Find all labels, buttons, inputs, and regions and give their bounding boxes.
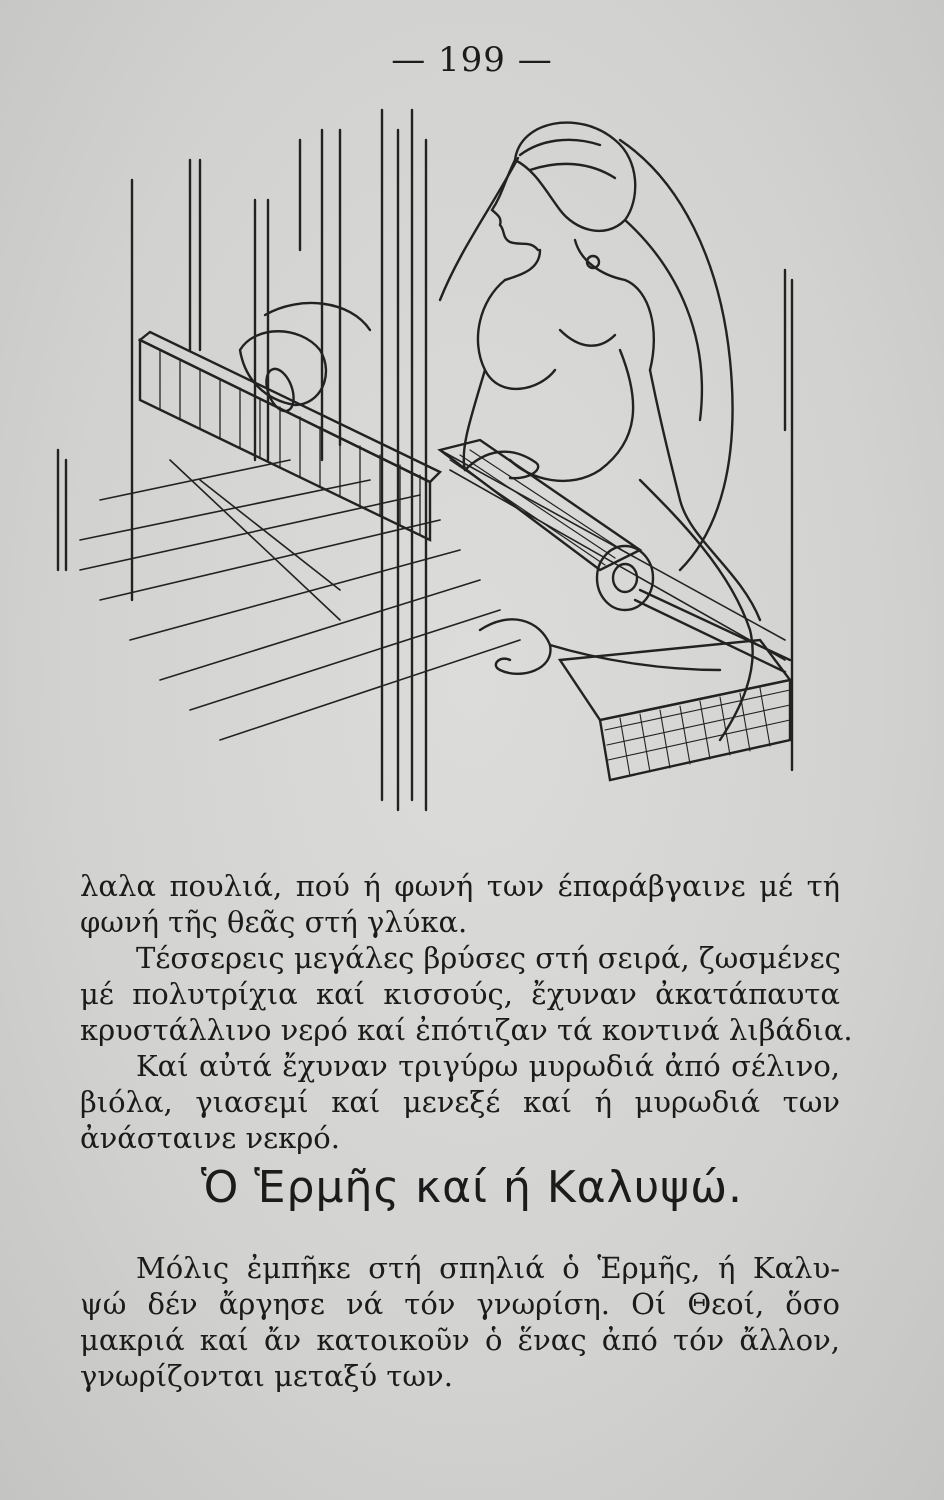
- text-line: Μόλις ἐμπῆκε στή σπηλιά ὁ Ἑρμῆς, ή Καλυ-: [136, 1251, 840, 1285]
- text-line: μέ πολυτρίχια καί κισσούς, ἔχυναν ἀκατάπαυτα: [80, 977, 840, 1011]
- woman-figure: [440, 123, 760, 740]
- paragraph-hermes: [80, 1250, 840, 1394]
- paragraph-continuation: [80, 868, 840, 940]
- loom-reed: [140, 332, 440, 540]
- page-number: — 199 —: [391, 40, 553, 80]
- paragraph-fountains: [80, 940, 853, 1048]
- stool: [560, 640, 790, 780]
- text-line: βιόλα, γιασεμί καί μενεξέ καί ή μυρωδιά των: [80, 1085, 840, 1119]
- text-line: Καί αὐτά ἔχυναν τριγύρω μυρωδιά ἀπό σέλινο,: [136, 1049, 840, 1083]
- cloth-roller: [440, 440, 790, 672]
- section-title: Ὁ Ἑρμῆς καί ή Καλυψώ.: [200, 1162, 744, 1213]
- text-line: Τέσσερεις μεγάλες βρύσες στή σειρά, ζωσμένες: [136, 941, 841, 975]
- text-line: γνωρίζονται μεταξύ των.: [80, 1359, 453, 1393]
- loom-frame: [58, 110, 792, 810]
- text-line: ψώ δέν ἄργησε νά τόν γνωρίση. Οί Θεοί, ὅσο: [80, 1287, 840, 1321]
- text-line: λαλα πουλιά, πού ή φωνή των έπαράβγαινε μέ τή: [80, 869, 840, 903]
- text-line: κρυστάλλινο νερό καί ἐπότιζαν τά κοντινά λιβάδια.: [80, 1013, 853, 1047]
- text-line: φωνή τῆς θεᾶς στή γλύκα.: [80, 905, 468, 939]
- paragraph-fragrance: [80, 1048, 840, 1156]
- woman-weaving-at-loom-illustration: [40, 100, 820, 860]
- text-line: ἀνάσταινε νεκρό.: [80, 1121, 340, 1155]
- text-line: μακριά καί ἄν κατοικοῦν ὁ ἕνας ἀπό τόν ἄλλον,: [80, 1323, 840, 1357]
